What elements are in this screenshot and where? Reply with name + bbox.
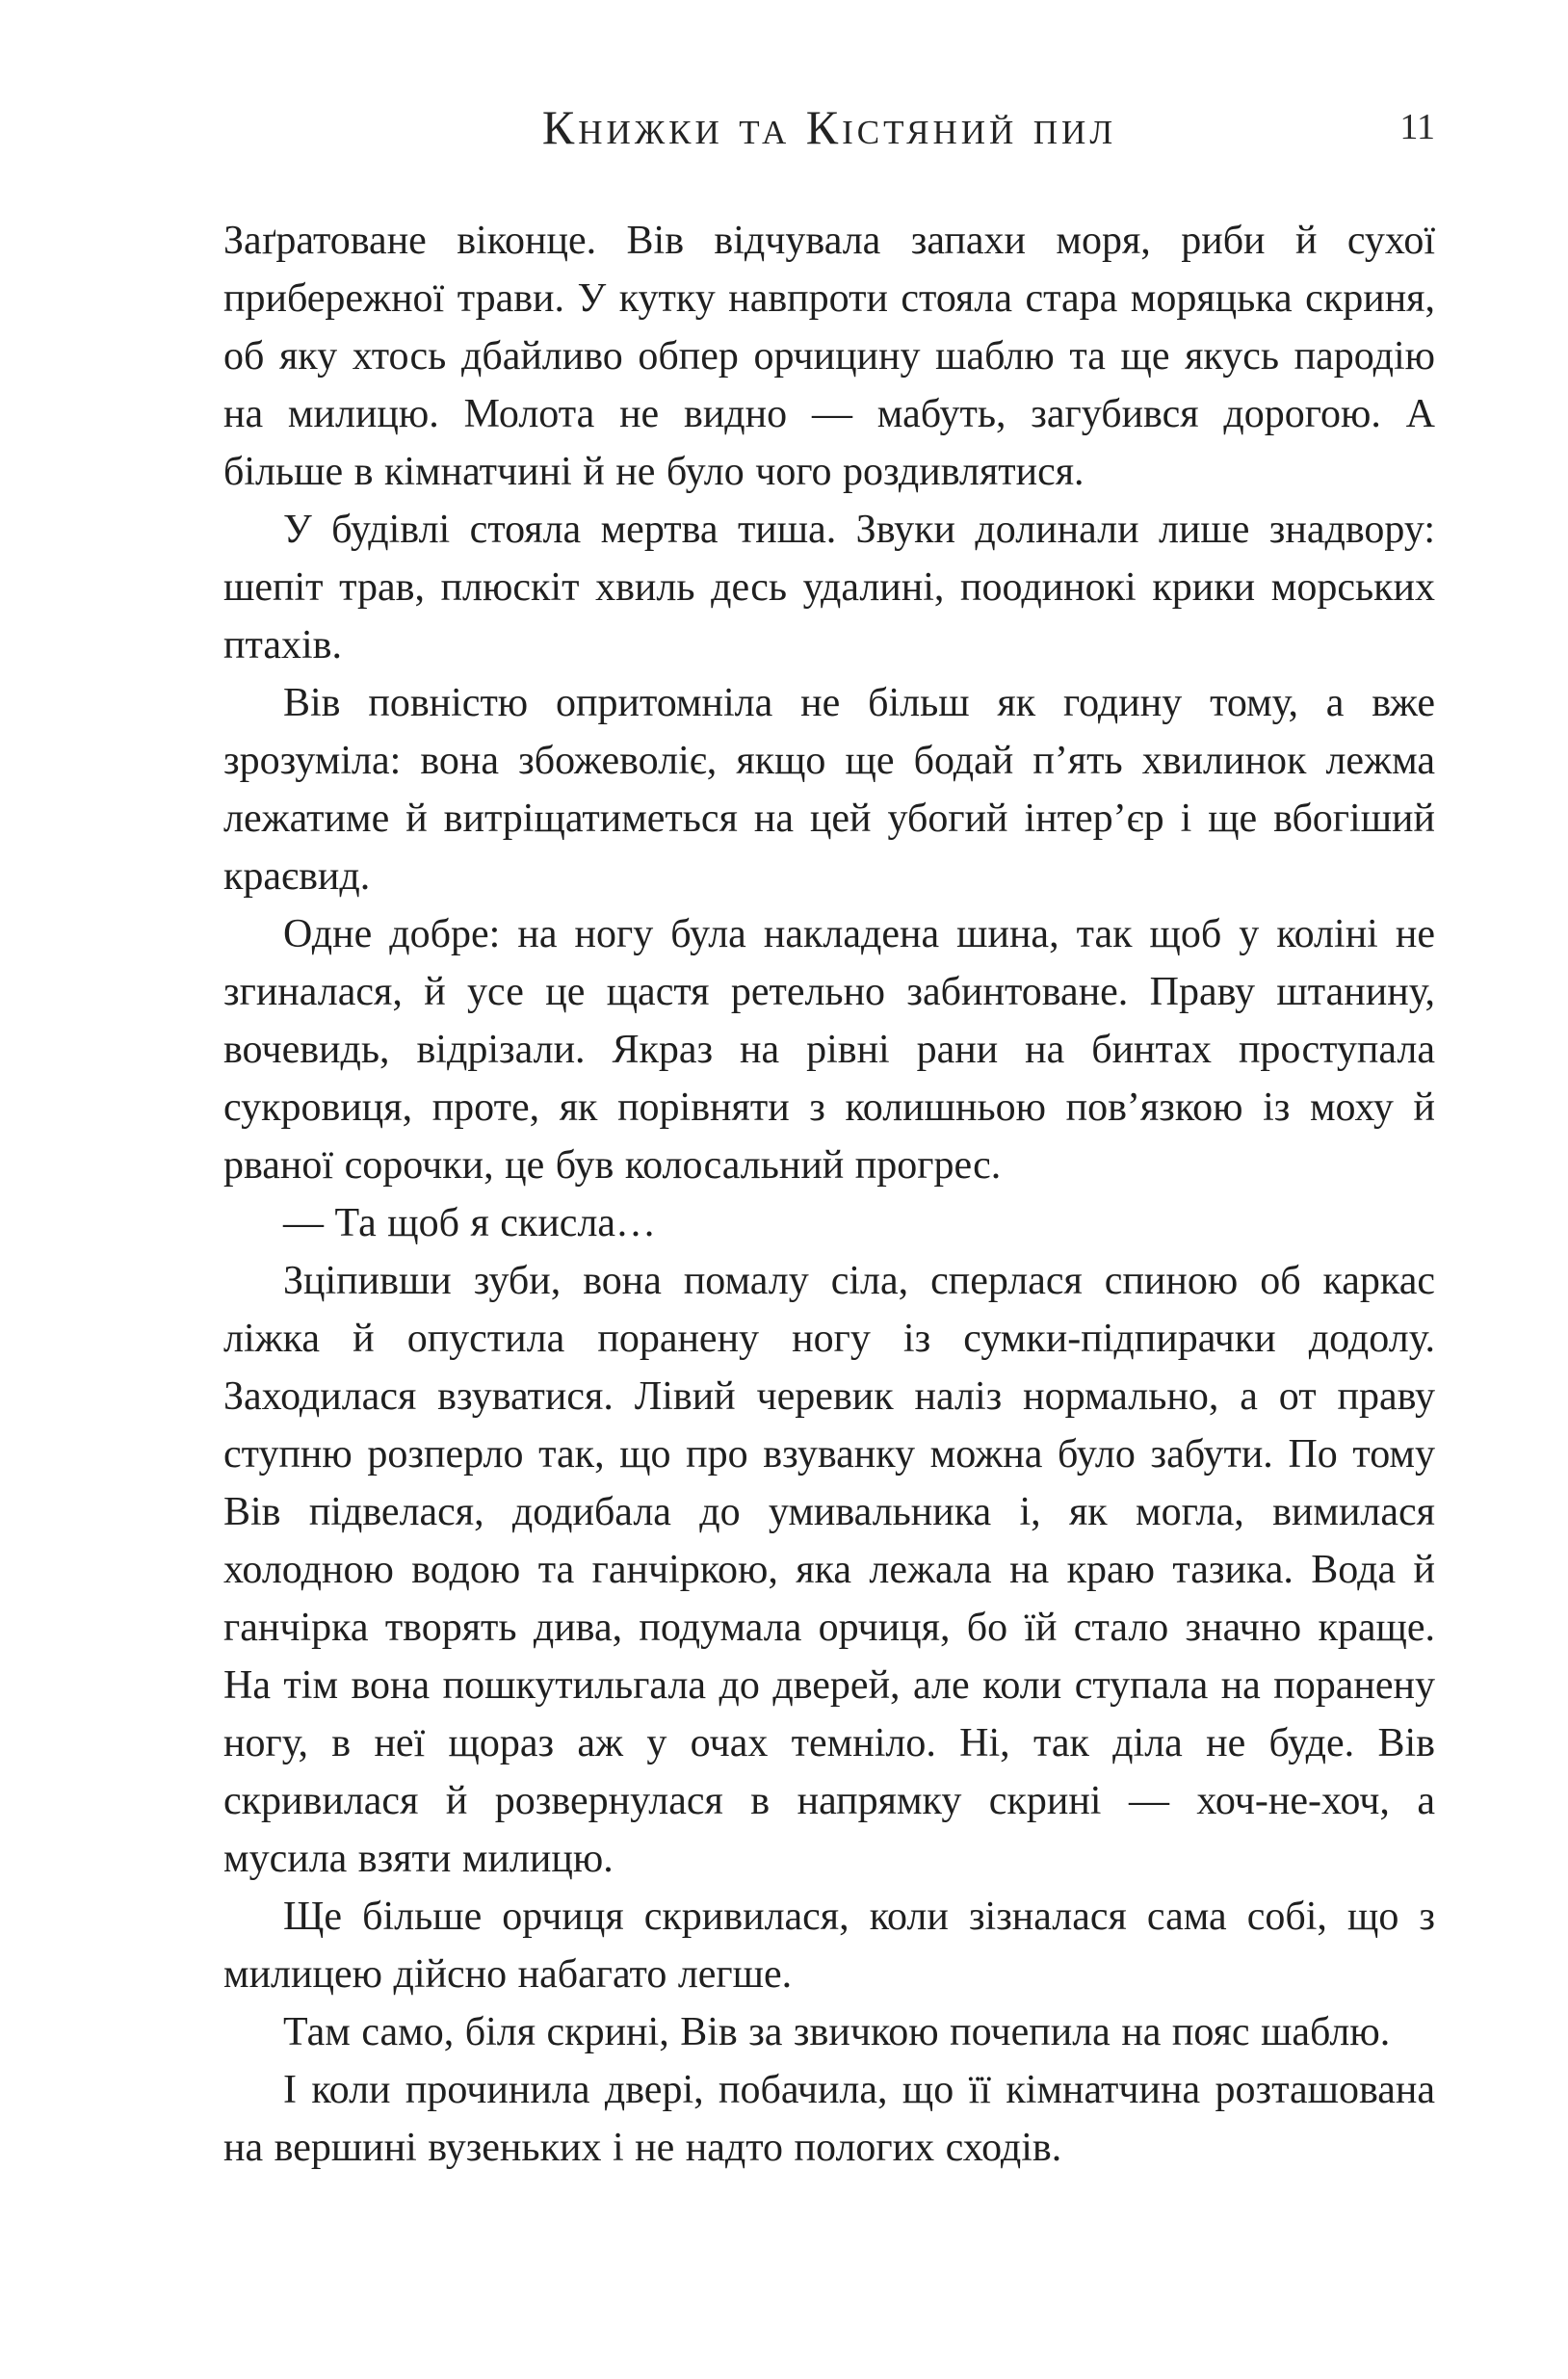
page-number: 11 [1399,107,1435,147]
page-header [223,92,1435,162]
paragraph: Заґратоване віконце. Вів відчувала запахи моря, риби й сухої прибережної трави. У кутку навпроти стояла стара моряцька скриня, об яку хтось дбайливо обпер орчицину шаблю та ще якусь пародію на милицю. Молота не видно — мабуть, загубився дорогою. А більше в кімнатчині й не було чого роздивлятися. [223,219,1435,494]
paragraph: У будівлі стояла мертва тиша. Звуки долинали лише знадвору: шепіт трав, плюскіт хвиль десь удалині, поодинокі крики морських птахів. [223,508,1435,667]
page-body [223,212,1435,2177]
paragraph: І коли прочинила двері, побачила, що її кімнатчина розташована на вершині вузеньких і не надто пологих сходів. [223,2068,1435,2170]
paragraph: Зціпивши зуби, вона помалу сіла, сперлася спиною об каркас ліжка й опустила поранену ногу із сумки-підпирачки додолу. Заходилася взуватися. Лівий черевик наліз нормально, а от праву ступню розперло так, що про взуванку можна було забути. По тому Вів підвелася, додибала до умивальника і, як могла, вимилася холодною водою та ганчіркою, яка лежала на краю тазика. Вода й ганчірка творять дива, подумала орчиця, бо їй стало значно краще. На тім вона пошкутильгала до дверей, але коли ступала на поранену ногу, в неї щораз аж у очах темніло. Ні, так діла не буде. Вів скривилася й розвернулася в напрямку скрині — хоч-не-хоч, а мусила взяти милицю. [223,1259,1435,1881]
running-head-title: Книжки та Кістяний пил [541,100,1117,154]
paragraph: Вів повністю опритомніла не більш як годину тому, а вже зрозуміла: вона збожеволіє, якщо ще бодай п’ять хвилинок лежма лежатиме й витріщатиметься на цей убогий інтер’єр і ще вбогіший краєвид. [223,681,1435,899]
paragraph: Одне добре: на ногу була накладена шина, так щоб у коліні не згиналася, й усе це щастя ретельно забинтоване. Праву штанину, вочевидь, відрізали. Якраз на рівні рани на бинтах проступала сукровиця, проте, як порівняти з колишньою пов’язкою із моху й рваної сорочки, це був колосальний прогрес. [223,912,1435,1188]
paragraph: Там само, біля скрині, Вів за звичкою почепила на пояс шаблю. [283,2010,1391,2054]
paragraph: Ще більше орчиця скривилася, коли зізналася сама собі, що з милицею дійсно набагато легше. [223,1895,1435,1997]
paragraph: — Та щоб я скисла… [283,1201,657,1245]
